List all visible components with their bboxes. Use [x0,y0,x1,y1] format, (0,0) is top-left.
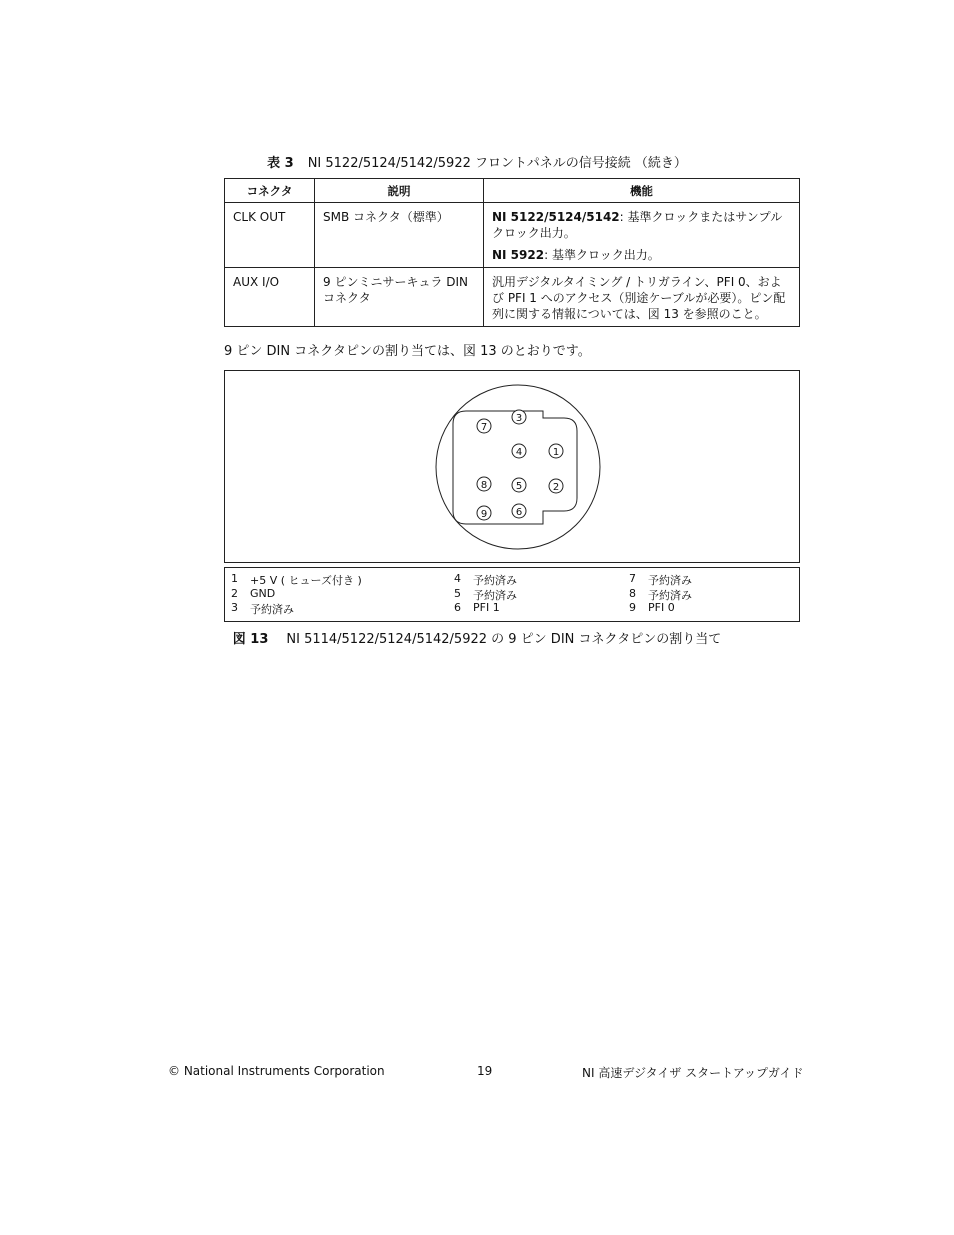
legend-label: 予約済み [648,589,692,602]
signal-table [224,178,800,327]
pin-3 [512,410,526,424]
header-function: 機能 [484,179,800,203]
cell-connector: CLK OUT [225,203,315,268]
table-caption-text: NI 5122/5124/5142/5922 フロントパネルの信号接続 （続き） [307,156,687,171]
table-row [225,203,800,268]
pin-5 [512,478,526,492]
figure-caption [0,628,954,647]
function-model: NI 5122/5124/5142 [492,210,620,224]
cell-description: SMB コネクタ（標準） [315,203,484,268]
legend-item [629,572,692,588]
legend-label: 予約済み [473,574,517,587]
cell-function [484,203,800,268]
legend-num: 8 [629,587,636,600]
pin-2 [549,479,563,493]
legend-label: 予約済み [250,603,294,616]
pin-8 [477,477,491,491]
legend-label: GND [250,587,276,600]
function-text: : 基準クロックまたはサンプルクロック出力。 [492,210,783,240]
cell-function [484,268,800,327]
pin-7 [477,419,491,433]
pin-label: 5 [515,481,523,492]
pin-label: 1 [552,447,560,458]
footer-copyright: © National Instruments Corporation [168,1064,385,1078]
function-text: 汎用デジタルタイミング / トリガライン、PFI 0、および PFI 1 へのアクセス（別途ケーブルが必要）。ピン配列に関する情報については、図 13 を参照のこと。 [492,275,786,321]
legend-num: 6 [454,601,461,614]
legend-num: 2 [231,587,238,600]
legend-label: PFI 0 [648,601,675,614]
pin-label: 9 [480,509,488,520]
legend-item [629,601,675,614]
function-paragraph [492,247,791,263]
legend-num: 7 [629,572,636,585]
legend-num: 3 [231,601,238,614]
cell-connector: AUX I/O [225,268,315,327]
legend-num: 1 [231,572,238,585]
legend-item [231,572,362,588]
legend-label: +5 V ( ヒューズ付き ) [250,574,362,587]
legend-label: PFI 1 [473,601,500,614]
footer-guide-title: NI 高速デジタイザ スタートアップガイド [582,1066,804,1080]
header-description: 説明 [315,179,484,203]
table-caption [0,152,954,171]
function-paragraph [492,274,791,322]
legend-item [454,601,500,614]
legend-num: 9 [629,601,636,614]
figure-caption-label: 図 13 [232,632,269,647]
legend-num: 5 [454,587,461,600]
table-row [225,268,800,327]
din-connector-diagram [225,371,799,562]
legend-item [231,601,294,617]
pin-label: 6 [515,507,523,518]
legend-label: 予約済み [648,574,692,587]
legend-label: 予約済み [473,589,517,602]
header-connector: コネクタ [225,179,315,203]
pin-legend [224,567,800,622]
legend-item [231,587,275,600]
function-paragraph [492,209,791,241]
pin-6 [512,504,526,518]
pin-9 [477,506,491,520]
pin-label: 4 [515,447,523,458]
function-model: NI 5922 [492,248,545,262]
intro-text: 9 ピン DIN コネクタピンの割り当ては、図 13 のとおりです。 [224,344,591,359]
pin-4 [512,444,526,458]
cell-description: 9 ピンミニサーキュラ DIN コネクタ [315,268,484,327]
table-header-row [225,179,800,203]
pin-label: 3 [515,413,523,424]
pin-1 [549,444,563,458]
figure-caption-text: NI 5114/5122/5124/5142/5922 の 9 ピン DIN コネクタピンの割り当て [286,632,722,647]
footer-page-number: 19 [477,1064,493,1078]
legend-num: 4 [454,572,461,585]
pin-label: 2 [552,482,560,493]
pin-label: 8 [480,480,488,491]
legend-item [454,572,517,588]
connector-figure [224,370,800,563]
table-caption-label: 表 3 [267,156,294,171]
pin-label: 7 [480,422,488,433]
function-text: : 基準クロック出力。 [544,248,660,262]
